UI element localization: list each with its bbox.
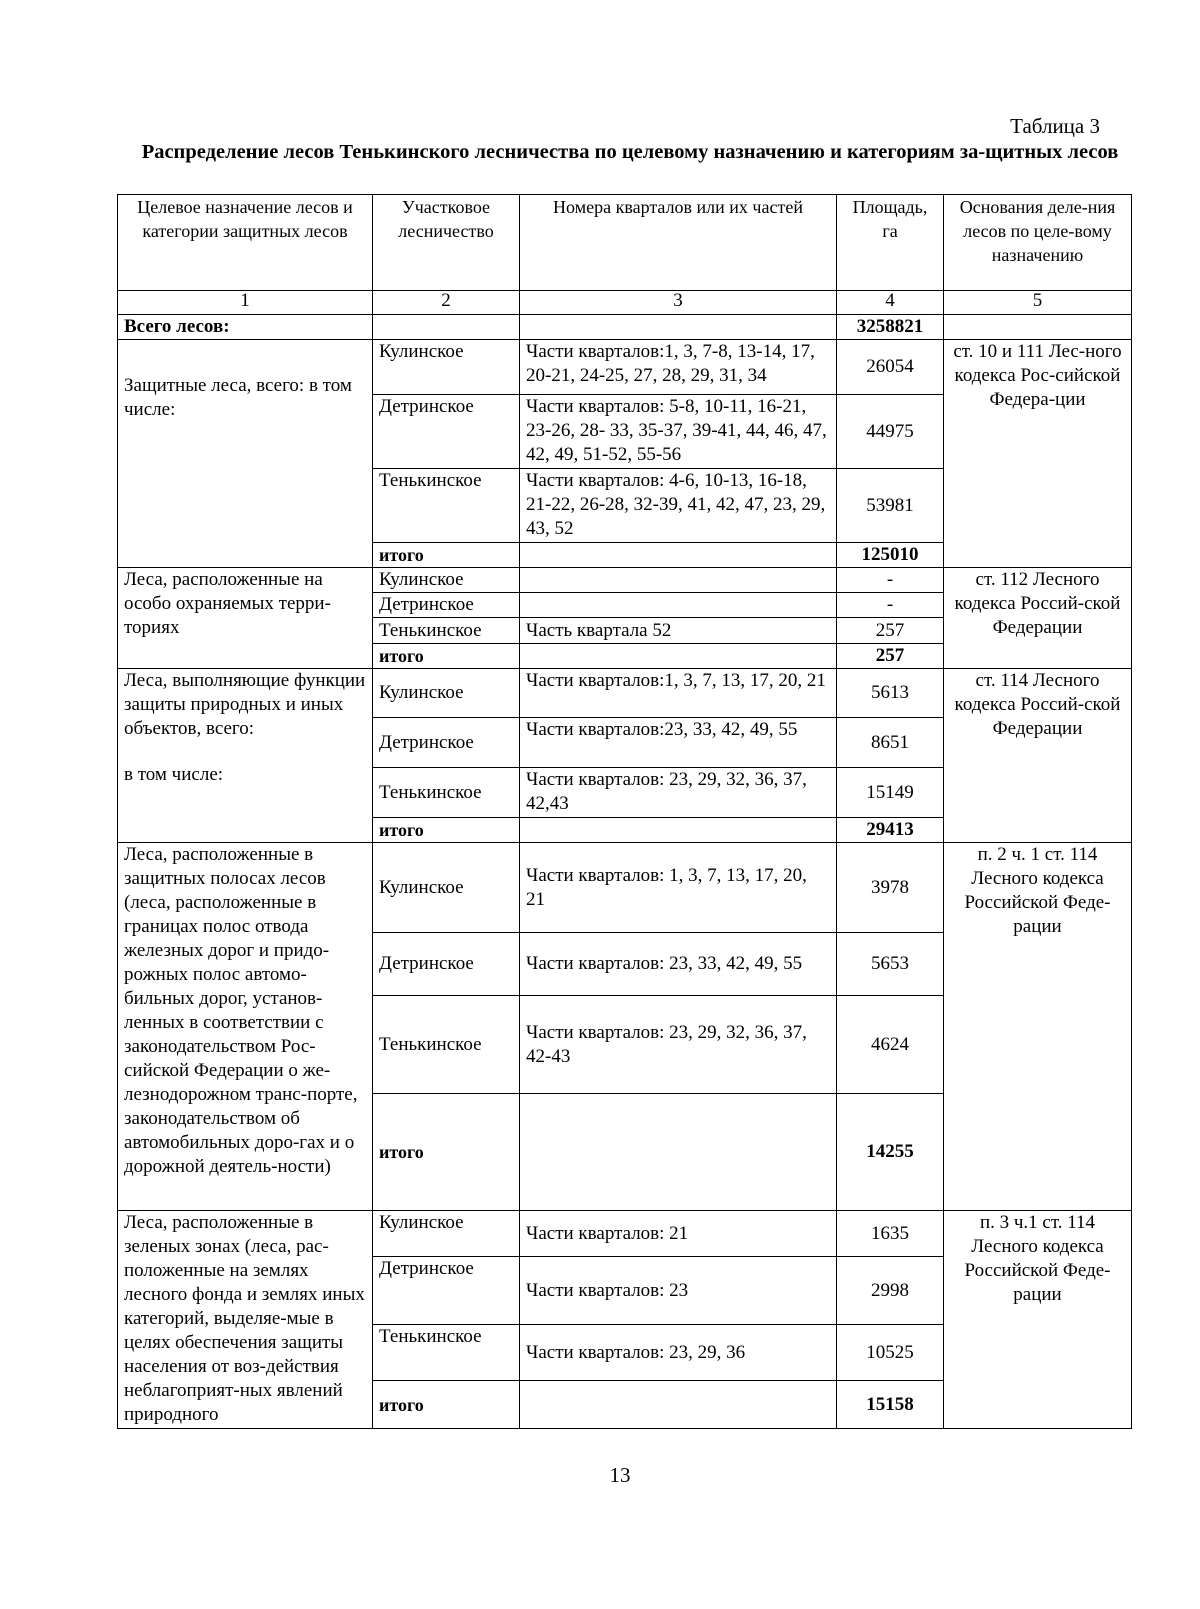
group-name-main: Леса, выполняющие функции защиты природных и иных объектов, всего: <box>124 670 366 739</box>
area-cell: 5613 <box>837 669 944 718</box>
subtotal-label: итого <box>373 1094 520 1211</box>
empty-cell <box>373 315 520 340</box>
table-caption: Таблица 3 <box>1010 114 1100 138</box>
page-number: 13 <box>609 1463 631 1487</box>
quarters-cell: Части кварталов: 23 <box>520 1257 837 1325</box>
district-cell: Детринское <box>373 1257 520 1325</box>
district-cell: Кулинское <box>373 1211 520 1257</box>
area-cell: 257 <box>837 618 944 644</box>
subtotal-area: 125010 <box>837 543 944 568</box>
group-name-sub: в том числе: <box>124 764 224 785</box>
district-cell: Детринское <box>373 395 520 469</box>
table-row <box>118 568 1132 593</box>
quarters-cell: Части кварталов:1, 3, 7-8, 13-14, 17, 20-21, 24-25, 27, 28, 29, 31, 34 <box>520 340 837 395</box>
header-quarters: Номера кварталов или их частей <box>520 195 837 291</box>
quarters-cell <box>520 568 837 593</box>
empty-cell <box>520 1094 837 1211</box>
subtotal-area: 257 <box>837 644 944 669</box>
district-cell: Кулинское <box>373 669 520 718</box>
district-cell: Детринское <box>373 718 520 768</box>
subtotal-label: итого <box>373 1381 520 1429</box>
empty-cell <box>520 818 837 843</box>
empty-cell <box>944 315 1132 340</box>
quarters-cell: Части кварталов: 21 <box>520 1211 837 1257</box>
header-purpose: Целевое назначение лесов и категории защитных лесов <box>118 195 373 291</box>
group-name: Леса, расположенные на особо охраняемых терри-ториях <box>118 568 373 669</box>
area-cell: 26054 <box>837 340 944 395</box>
quarters-cell: Части кварталов: 5-8, 10-11, 16-21, 23-26, 28- 33, 35-37, 39-41, 44, 46, 47, 42, 49, 51-52, 55-56 <box>520 395 837 469</box>
column-number: 2 <box>373 291 520 315</box>
district-cell: Кулинское <box>373 568 520 593</box>
subtotal-area: 15158 <box>837 1381 944 1429</box>
basis-cell: ст. 112 Лесного кодекса Россий-ской Федерации <box>944 568 1132 669</box>
table-title: Распределение лесов Тенькинского лесничества по целевому назначению и категориям за-щитных лесов <box>141 141 1119 163</box>
quarters-cell: Части кварталов: 23, 29, 32, 36, 37, 42,43 <box>520 768 837 818</box>
basis-cell: ст. 114 Лесного кодекса Россий-ской Федерации <box>944 669 1132 843</box>
quarters-cell: Части кварталов:1, 3, 7, 13, 17, 20, 21 <box>520 669 837 718</box>
table-row <box>118 843 1132 933</box>
subtotal-label: итого <box>373 818 520 843</box>
area-cell: 15149 <box>837 768 944 818</box>
column-number-row <box>118 291 1132 315</box>
column-number: 1 <box>118 291 373 315</box>
district-cell: Кулинское <box>373 843 520 933</box>
area-cell: 8651 <box>837 718 944 768</box>
column-number: 5 <box>944 291 1132 315</box>
quarters-cell: Части кварталов: 4-6, 10-13, 16-18, 21-22, 26-28, 32-39, 41, 42, 47, 23, 29, 43, 52 <box>520 469 837 543</box>
area-cell: 53981 <box>837 469 944 543</box>
district-cell: Тенькинское <box>373 996 520 1094</box>
district-cell: Кулинское <box>373 340 520 395</box>
total-area: 3258821 <box>837 315 944 340</box>
empty-cell <box>520 1381 837 1429</box>
header-area: Площадь, га <box>837 195 944 291</box>
quarters-cell: Части кварталов: 1, 3, 7, 13, 17, 20, 21 <box>520 843 837 933</box>
table-row <box>118 1211 1132 1257</box>
column-number: 3 <box>520 291 837 315</box>
area-cell: - <box>837 568 944 593</box>
header-district: Участковое лесничество <box>373 195 520 291</box>
quarters-cell: Части кварталов: 23, 29, 32, 36, 37, 42-43 <box>520 996 837 1094</box>
total-row <box>118 315 1132 340</box>
group-name: Защитные леса, всего: в том числе: <box>118 340 373 568</box>
district-cell: Тенькинское <box>373 1325 520 1381</box>
subtotal-area: 29413 <box>837 818 944 843</box>
district-cell: Тенькинское <box>373 618 520 644</box>
area-cell: 4624 <box>837 996 944 1094</box>
forest-distribution-table <box>117 194 1132 1429</box>
area-cell: 5653 <box>837 933 944 996</box>
empty-cell <box>520 543 837 568</box>
basis-cell: ст. 10 и 111 Лес-ного кодекса Рос-сийской Федера-ции <box>944 340 1132 568</box>
empty-cell <box>520 644 837 669</box>
quarters-cell: Части кварталов:23, 33, 42, 49, 55 <box>520 718 837 768</box>
area-cell: 10525 <box>837 1325 944 1381</box>
table-row <box>118 340 1132 395</box>
district-cell: Детринское <box>373 933 520 996</box>
subtotal-label: итого <box>373 543 520 568</box>
area-cell: 1635 <box>837 1211 944 1257</box>
basis-cell: п. 2 ч. 1 ст. 114 Лесного кодекса Российской Феде-рации <box>944 843 1132 1211</box>
group-name <box>118 669 373 843</box>
basis-cell: п. 3 ч.1 ст. 114 Лесного кодекса Российской Феде-рации <box>944 1211 1132 1429</box>
quarters-cell <box>520 593 837 618</box>
area-cell: 2998 <box>837 1257 944 1325</box>
group-name: Леса, расположенные в зеленых зонах (леса, рас-положенные на землях лесного фонда и землях иных категорий, выделяе-мые в целях обеспечения защиты населения от воз-действия неблагоприят-ных явлений природного <box>118 1211 373 1429</box>
subtotal-area: 14255 <box>837 1094 944 1211</box>
quarters-cell: Части кварталов: 23, 29, 36 <box>520 1325 837 1381</box>
area-cell: 44975 <box>837 395 944 469</box>
empty-cell <box>520 315 837 340</box>
subtotal-label: итого <box>373 644 520 669</box>
area-cell: - <box>837 593 944 618</box>
group-name: Леса, расположенные в защитных полосах лесов (леса, расположенные в границах полос отвода железных дорог и придо-рожных полос автомо-бильных дорог, установ-ленных в соответствии с законодательством Рос-сийской Федерации о же-лезнодорожном транс-порте, законодательством об автомобильных доро-гах и о дорожной деятель-ности) <box>118 843 373 1211</box>
district-cell: Тенькинское <box>373 768 520 818</box>
district-cell: Детринское <box>373 593 520 618</box>
total-label: Всего лесов: <box>118 315 373 340</box>
header-basis: Основания деле-ния лесов по целе-вому назначению <box>944 195 1132 291</box>
area-cell: 3978 <box>837 843 944 933</box>
quarters-cell: Часть квартала 52 <box>520 618 837 644</box>
quarters-cell: Части кварталов: 23, 33, 42, 49, 55 <box>520 933 837 996</box>
header-row <box>118 195 1132 291</box>
district-cell: Тенькинское <box>373 469 520 543</box>
table-row <box>118 669 1132 718</box>
column-number: 4 <box>837 291 944 315</box>
